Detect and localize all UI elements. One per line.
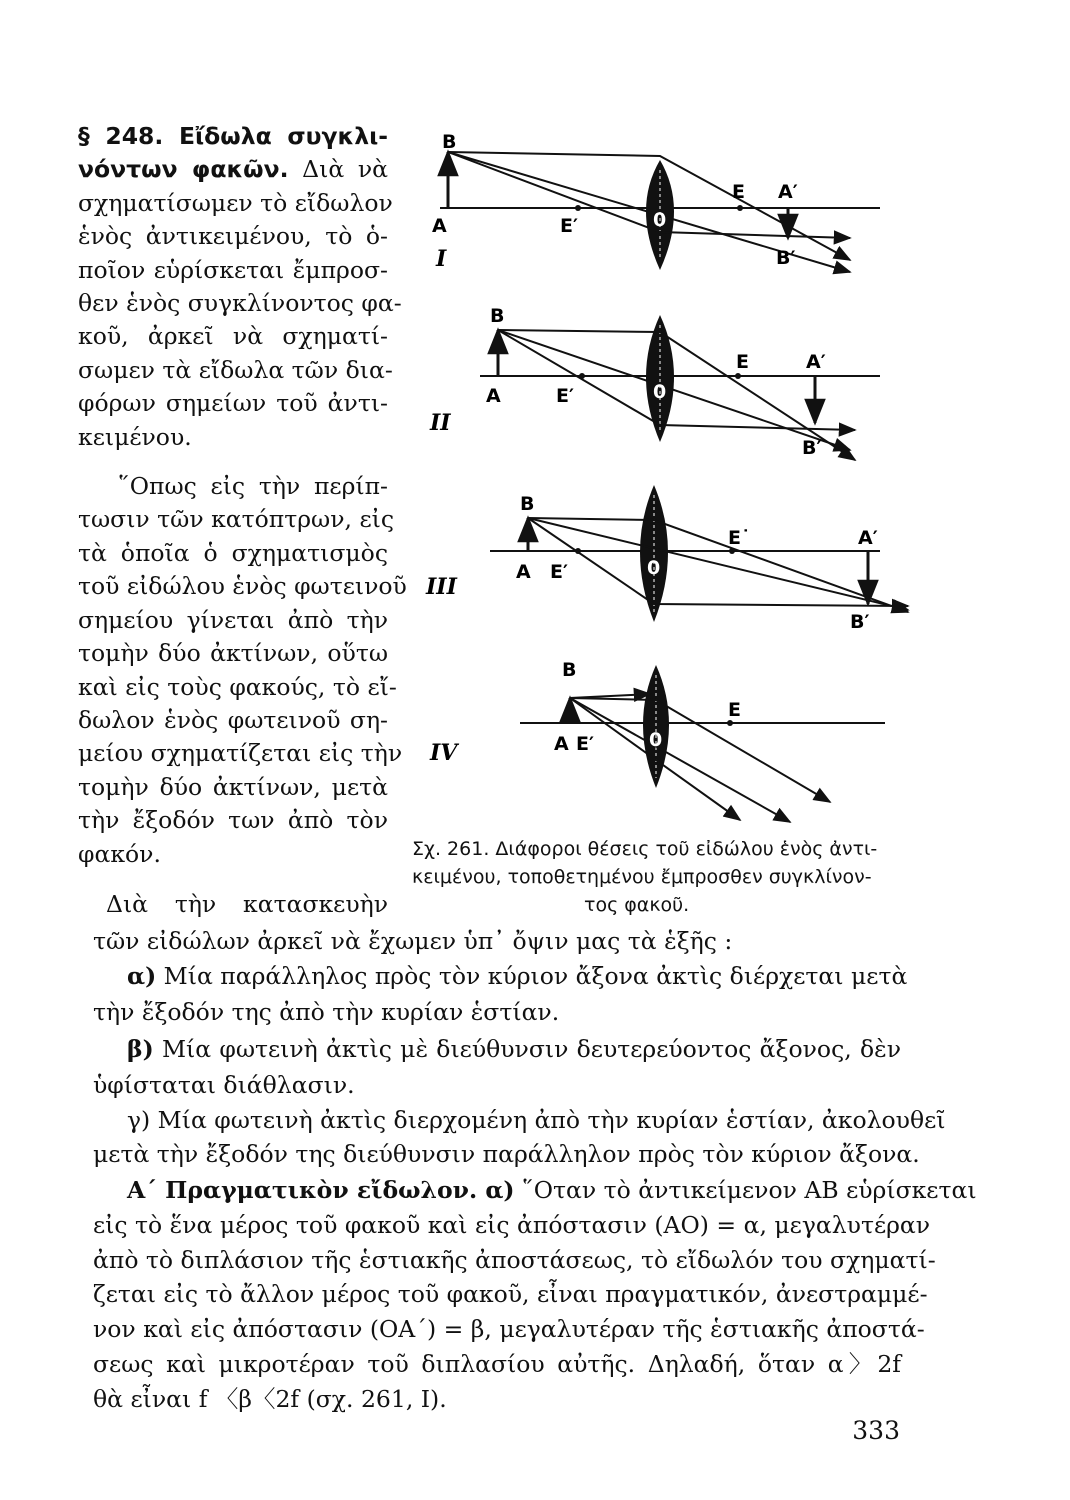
- label-E-prime: E′: [550, 561, 568, 583]
- column-line: κοῦ, ἀρκεῖ νὰ σχηματί-: [78, 322, 388, 350]
- ray: [528, 518, 908, 610]
- column-line: [78, 153, 388, 186]
- label-A: A: [432, 215, 447, 237]
- section-heading-line: [78, 120, 388, 153]
- body-line: [127, 1174, 977, 1207]
- label-O: 0: [653, 381, 667, 403]
- lens-ray-diagram: [410, 120, 920, 830]
- label-B-prime: B′: [776, 247, 796, 269]
- column-line: σχηματίσωμεν τὸ εἴδωλον: [78, 189, 393, 217]
- column-line: σημείου γίνεται ἀπὸ τὴν: [78, 606, 388, 634]
- ray: [570, 694, 650, 698]
- column-line: τοῦ εἰδώλου ἑνὸς φωτεινοῦ: [78, 572, 407, 600]
- label-B: B: [520, 493, 535, 515]
- panel-IV: [429, 659, 885, 822]
- body-line: νον καὶ εἰς ἀπόστασιν (ΟΑ΄) = β, μεγαλυτέραν τῆς ἑστιακῆς ἀποστά-: [93, 1315, 925, 1343]
- column-line: τομὴν δύο ἀκτίνων, οὕτω: [78, 639, 388, 667]
- label-B-prime: B′: [802, 437, 822, 459]
- column-line: φακόν.: [78, 840, 161, 868]
- ray: [498, 330, 850, 450]
- panel-II: [429, 305, 880, 460]
- panel-numeral: IV: [430, 740, 458, 766]
- label-E-prime: E′: [560, 215, 578, 237]
- panel-III: [425, 485, 908, 633]
- body-line: γ) Μία φωτεινὴ ἀκτὶς διερχομένη ἀπὸ τὴν κυρίαν ἑστίαν, ἀκολουθεῖ: [127, 1106, 946, 1134]
- label-A: A: [486, 385, 501, 407]
- figure-caption: τος φακοῦ.: [584, 894, 690, 916]
- column-line: δωλον ἑνὸς φωτεινοῦ ση-: [78, 706, 388, 734]
- ray: [498, 330, 855, 430]
- section-heading: § 248. Εἴδωλα συγκλι-: [78, 122, 388, 150]
- body-line: [127, 960, 908, 993]
- panel-numeral: II: [430, 410, 451, 436]
- body-text: Μία παράλληλος πρὸς τὸν κύριον ἄξονα ἀκτὶς διέρχεται μετὰ: [156, 962, 908, 990]
- label-A-prime: A′: [858, 527, 878, 549]
- ray: [570, 698, 830, 802]
- panel-I: [432, 131, 880, 272]
- label-E: E: [736, 351, 749, 373]
- label-E-prime: E′: [556, 385, 574, 407]
- body-line: σεως καὶ μικροτέραν τοῦ διπλασίου αὐτῆς. Δηλαδή, ὅταν α〉2f: [93, 1350, 901, 1378]
- column-text: Διὰ νὰ: [288, 155, 388, 183]
- column-line: ῞Οπως εἰς τὴν περίπ-: [118, 472, 388, 500]
- label-O: 0: [653, 209, 667, 231]
- column-line: τωσιν τῶν κατόπτρων, εἰς: [78, 505, 394, 533]
- panel-numeral: I: [436, 246, 447, 272]
- label-B: B: [442, 131, 457, 153]
- column-line: ἑνὸς ἀντικειμένου, τὸ ὁ-: [78, 222, 388, 250]
- body-line: ὑφίσταται διάθλασιν.: [93, 1071, 355, 1099]
- panel-numeral: III: [426, 574, 457, 600]
- label-B-prime: B′: [850, 611, 870, 633]
- label-E: E: [732, 181, 745, 203]
- body-line: μετὰ τὴν ἔξοδόν της διεύθυνσιν παράλληλον πρὸς τὸν κύριον ἄξονα.: [93, 1140, 920, 1168]
- column-line: μείου σχηματίζεται εἰς τὴν: [78, 739, 403, 767]
- label-A: A: [554, 733, 569, 755]
- label-B: B: [562, 659, 577, 681]
- column-line: Διὰ τὴν κατασκευὴν: [106, 890, 388, 918]
- body-line: τὴν ἔξοδόν της ἀπὸ τὴν κυρίαν ἑστίαν.: [93, 998, 560, 1026]
- body-text: Μία φωτεινὴ ἀκτὶς μὲ διεύθυνσιν δευτερεύοντος ἄξονος, δὲν: [153, 1035, 901, 1063]
- subsection-heading: Α΄ Πραγματικὸν εἴδωλον. α): [127, 1176, 515, 1204]
- body-line: εἰς τὸ ἕνα μέρος τοῦ φακοῦ καὶ εἰς ἀπόστασιν (ΑΟ) = α, μεγαλυτέραν: [93, 1211, 931, 1239]
- column-line: σωμεν τὰ εἴδωλα τῶν δια-: [78, 356, 393, 384]
- label-E: E: [728, 699, 741, 721]
- section-heading-cont: νόντων φακῶν.: [78, 155, 289, 183]
- body-line: ζεται εἰς τὸ ἄλλον μέρος τοῦ φακοῦ, εἶναι πραγματικόν, ἀνεστραμμέ-: [93, 1280, 928, 1308]
- label-O: 0: [647, 557, 661, 579]
- body-text: ῞Οταν τὸ ἀντικείμενον ΑΒ εὑρίσκεται: [514, 1176, 977, 1204]
- body-line: ἀπὸ τὸ διπλάσιον τῆς ἑστιακῆς ἀποστάσεως, τὸ εἴδωλόν του σχηματί-: [93, 1246, 936, 1274]
- column-line: φόρων σημείων τοῦ ἀντι-: [78, 389, 388, 417]
- figure-caption: Σχ. 261. Διάφοροι θέσεις τοῦ εἰδώλου ἑνὸς ἀντι-: [412, 838, 878, 860]
- column-line: θεν ἑνὸς συγκλίνοντος φα-: [78, 289, 402, 317]
- item-label: α): [127, 962, 157, 990]
- column-line: τομὴν δύο ἀκτίνων, μετὰ: [78, 773, 388, 801]
- figure-caption: κειμένου, τοποθετημένου ἔμπροσθεν συγκλίνον-: [412, 866, 872, 888]
- column-line: ποῖον εὑρίσκεται ἔμπροσ-: [78, 256, 388, 284]
- column-line: τὴν ἔξοδόν των ἀπὸ τὸν: [78, 806, 388, 834]
- body-line: θὰ εἶναι f 〈β〈2f (σχ. 261, Ι).: [93, 1385, 447, 1413]
- lens: [640, 485, 668, 622]
- page-number: 333: [852, 1416, 900, 1445]
- body-line: τῶν εἰδώλων ἀρκεῖ νὰ ἔχωμεν ὑπ᾿ ὄψιν μας τὰ ἑξῆς :: [93, 927, 733, 955]
- label-A-prime: A′: [778, 181, 798, 203]
- label-E: E˙: [728, 527, 751, 549]
- column-line: κειμένου.: [78, 423, 192, 451]
- column-line: καὶ εἰς τοὺς φακούς, τὸ εἴ-: [78, 673, 397, 701]
- body-line: [127, 1033, 901, 1066]
- label-O: 0: [649, 729, 663, 751]
- label-E-prime: E′: [576, 733, 594, 755]
- label-A: A: [516, 561, 531, 583]
- column-line: τὰ ὁποῖα ὁ σχηματισμὸς: [78, 539, 388, 567]
- label-B: B: [490, 305, 505, 327]
- label-A-prime: A′: [806, 351, 826, 373]
- item-label: β): [127, 1035, 154, 1063]
